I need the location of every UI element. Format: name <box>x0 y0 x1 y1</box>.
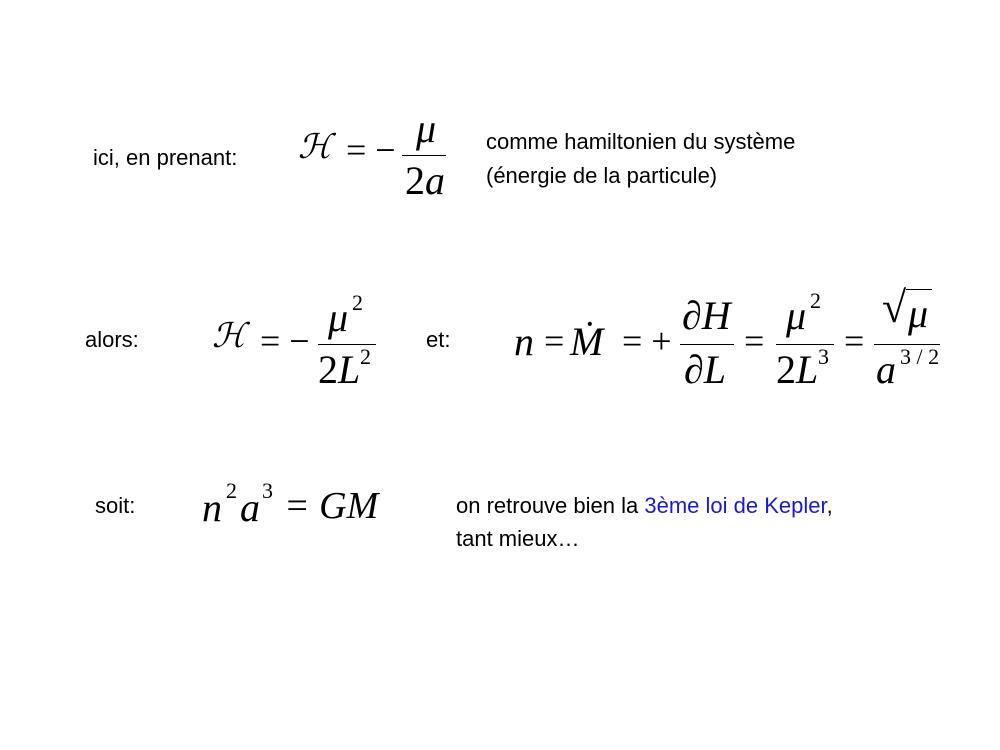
equals-minus: = − <box>346 130 396 170</box>
row1-equation <box>298 105 458 203</box>
n: n <box>202 485 222 530</box>
kepler-law-link[interactable]: 3ème loi de Kepler <box>644 493 827 518</box>
row2-label: alors: <box>85 327 139 352</box>
fraction-denominator: 2a <box>405 158 445 203</box>
row1-label: ici, en prenant: <box>93 145 238 170</box>
equals-1: = <box>544 321 565 361</box>
comment-prefix: on retrouve bien la <box>456 493 645 518</box>
row3-comment-line1 <box>456 490 833 522</box>
row1-comment-line1: comme hamiltonien du système <box>486 129 796 154</box>
f2-denominator-exponent: 3 <box>818 344 829 369</box>
hamiltonian-symbol: ℋ <box>212 318 246 355</box>
f3-denominator-a: a <box>876 347 896 392</box>
partial-denominator: ∂L <box>684 347 727 392</box>
m-dot: Ṁ <box>570 319 604 364</box>
sqrt-argument: μ <box>908 291 929 336</box>
equals-plus: = + <box>622 321 672 361</box>
comment-suffix: , <box>826 493 833 518</box>
rhs-gm: = GM <box>284 485 379 527</box>
sqrt-icon: √ <box>882 283 907 332</box>
row3-label: soit: <box>95 493 136 518</box>
et-label: et: <box>426 327 451 352</box>
mean-motion-n: n <box>514 319 534 364</box>
a-exponent: 3 <box>262 478 273 503</box>
f2-numerator-exponent: 2 <box>810 288 821 313</box>
partial-fraction-bar <box>680 344 734 345</box>
fraction-bar <box>402 155 446 156</box>
hamiltonian-symbol: ℋ <box>298 129 332 166</box>
numerator-exponent: 2 <box>352 290 363 315</box>
row3-comment-line2: tant mieux… <box>456 526 580 551</box>
a: a <box>240 485 260 530</box>
partial-numerator: ∂H <box>682 293 731 338</box>
row2-hamiltonian-equation <box>212 288 382 392</box>
f2-denominator-2L: 2L <box>776 347 819 392</box>
f3-denominator-exponent: 3 / 2 <box>900 344 940 369</box>
row2-kepler-equation <box>514 283 954 396</box>
row3-kepler-law <box>202 478 402 538</box>
numerator-mu: μ <box>328 295 349 340</box>
row1-comment-line2: (énergie de la particule) <box>486 163 718 188</box>
denominator-2L: 2L <box>318 347 361 392</box>
equals-minus: = − <box>260 321 310 361</box>
f2-numerator-mu: μ <box>786 293 807 338</box>
n-exponent: 2 <box>226 478 237 503</box>
denominator-exponent: 2 <box>360 344 371 369</box>
equals-4: = <box>844 321 865 361</box>
fraction-numerator: μ <box>416 106 437 151</box>
equals-3: = <box>744 321 765 361</box>
